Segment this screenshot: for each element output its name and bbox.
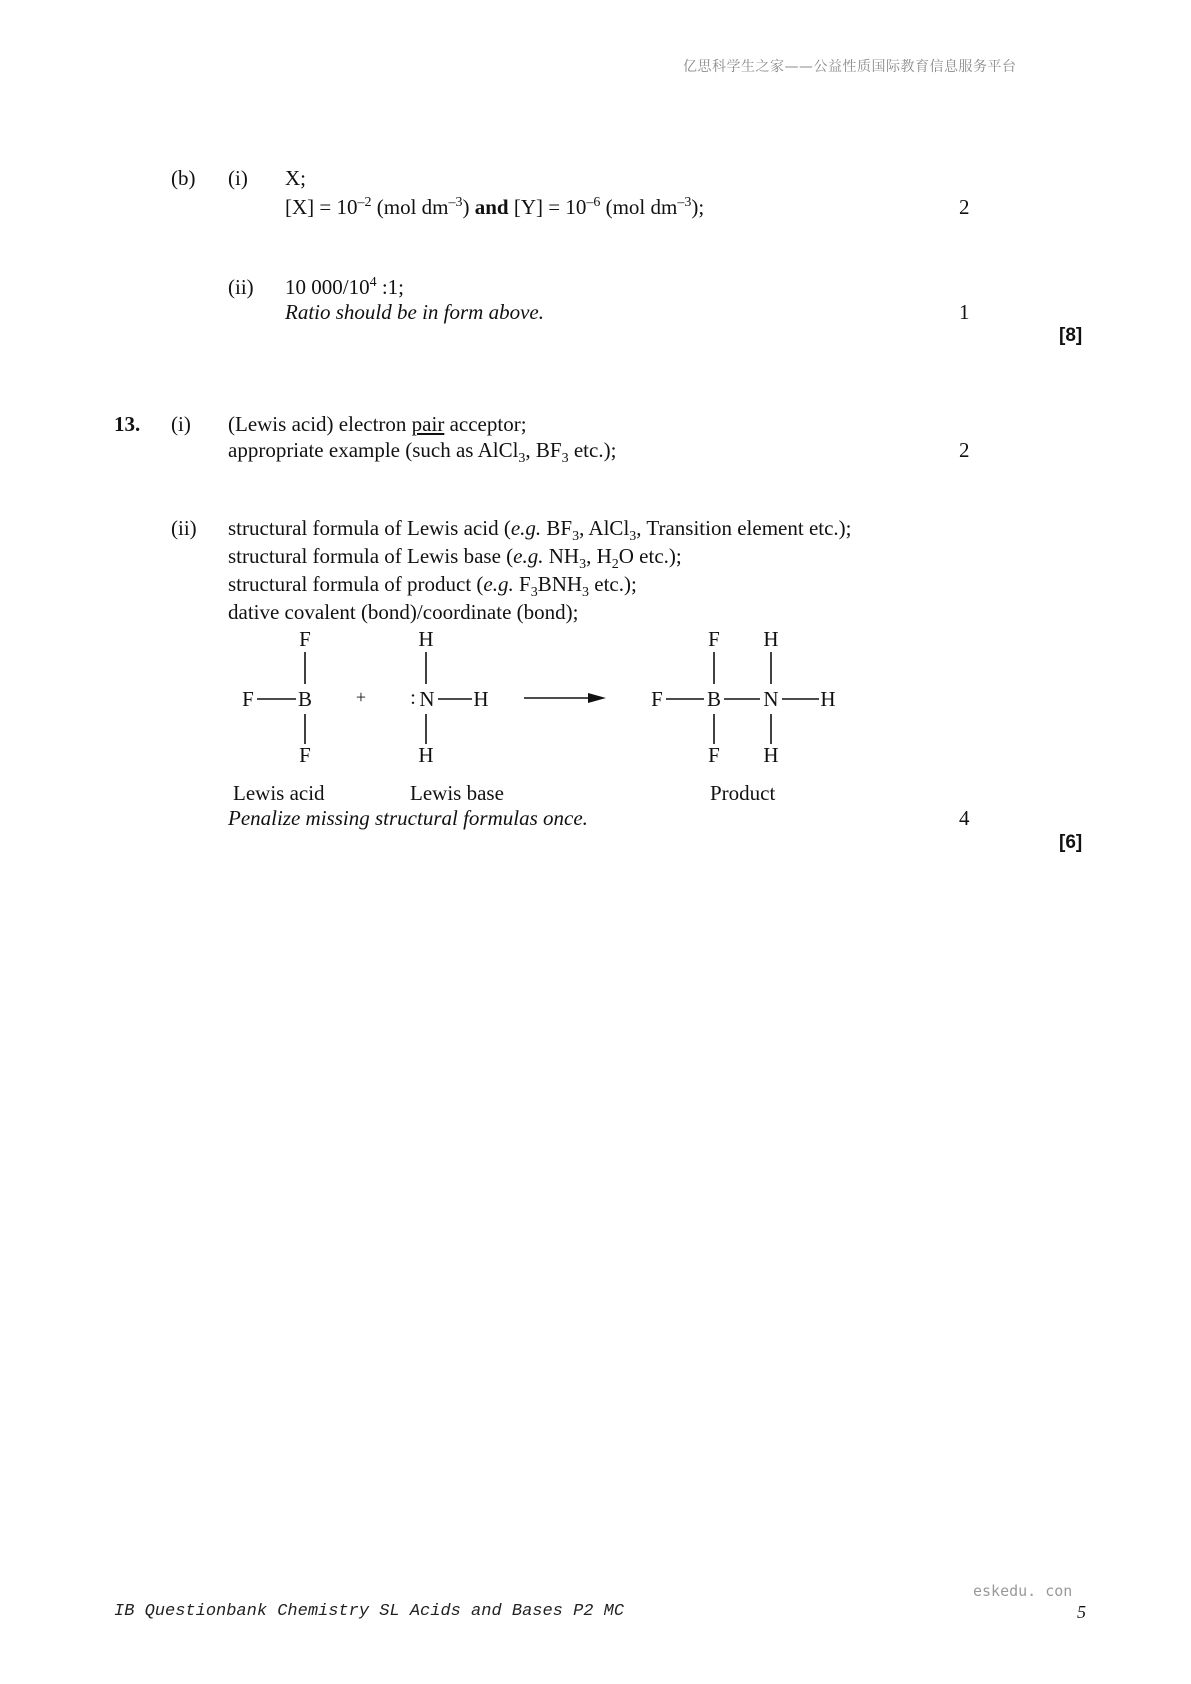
prod-h-top: H xyxy=(763,627,779,651)
q13-i-mark: 2 xyxy=(959,438,970,462)
q13-ii-note: Penalize missing structural formulas once. xyxy=(228,806,588,830)
page-number: 5 xyxy=(1077,1602,1086,1622)
q13-i-line2: appropriate example (such as AlCl$_3$, $BF_3$ etc.); xyxy=(228,438,617,467)
caption-lewis-acid: Lewis acid xyxy=(233,781,325,805)
plus-sign: + xyxy=(355,687,367,707)
q13-ii-mark: 4 xyxy=(959,806,970,830)
base-lone-pair: : xyxy=(410,687,416,709)
base-h-top: H xyxy=(418,627,434,651)
footer-site: eskedu. con xyxy=(973,1582,1073,1600)
part-b-total-marks: [8] xyxy=(1059,325,1083,346)
acid-f-bottom: F xyxy=(299,743,311,767)
part-b-i-line1: X; xyxy=(285,166,306,190)
part-b-ii-line1: 10 $000/10^4$ :1; xyxy=(285,275,405,299)
prod-f-top: F xyxy=(708,627,720,651)
acid-f-top: F xyxy=(299,627,311,651)
header-watermark: 亿思科学生之家——公益性质国际教育信息服务平台 xyxy=(683,59,1017,75)
prod-n: N xyxy=(763,687,779,711)
prod-h-right: H xyxy=(820,687,836,711)
question-number: 13. xyxy=(114,412,141,436)
acid-f-left: F xyxy=(242,687,254,711)
part-b-ii-mark: 1 xyxy=(959,300,970,324)
base-h-right: H xyxy=(473,687,489,711)
part-b-ii-note: Ratio should be in form above. xyxy=(285,300,544,324)
acid-b: B xyxy=(297,687,313,711)
q13-ii-label: (ii) xyxy=(171,516,197,540)
caption-lewis-base: Lewis base xyxy=(410,781,504,805)
footer-title: IB Questionbank Chemistry SL Acids and Bases P2 MC xyxy=(114,1602,625,1621)
q13-i-line1: (Lewis acid) electron pair acceptor; xyxy=(228,412,527,436)
q13-ii-line4: dative covalent (bond)/coordinate (bond); xyxy=(228,600,579,624)
part-b-i-mark: 2 xyxy=(959,195,970,219)
base-h-bottom: H xyxy=(418,743,434,767)
prod-h-bottom: H xyxy=(763,743,779,767)
q13-total-marks: [6] xyxy=(1059,832,1083,853)
prod-f-left: F xyxy=(651,687,663,711)
part-b-i-label: (i) xyxy=(228,166,248,190)
q13-ii-line3: structural formula of product (e.g. $F_3BNH_3$ etc.); xyxy=(228,572,637,601)
prod-f-bottom: F xyxy=(708,743,720,767)
prod-b: B xyxy=(706,687,722,711)
q13-i-label: (i) xyxy=(171,412,191,436)
part-b-i-line2: $[X] = 10^{-2}$ (mol $dm^{-3}$) and $[Y] = 10^{-6}$ (mol $dm^{-3}$); xyxy=(285,195,705,219)
caption-product: Product xyxy=(710,781,776,805)
q13-ii-line1: structural formula of Lewis acid (e.g. $BF_3$, AlCl$_3$, Transition element etc.); xyxy=(228,516,852,545)
lewis-reaction-diagram xyxy=(230,622,860,807)
reaction-arrow-head xyxy=(588,693,606,703)
part-b-ii-label: (ii) xyxy=(228,275,254,299)
base-n: N xyxy=(419,687,435,711)
q13-ii-line2: structural formula of Lewis base (e.g. $NH_3$, $H_2O$ etc.); xyxy=(228,544,682,573)
part-b-label: (b) xyxy=(171,166,196,190)
